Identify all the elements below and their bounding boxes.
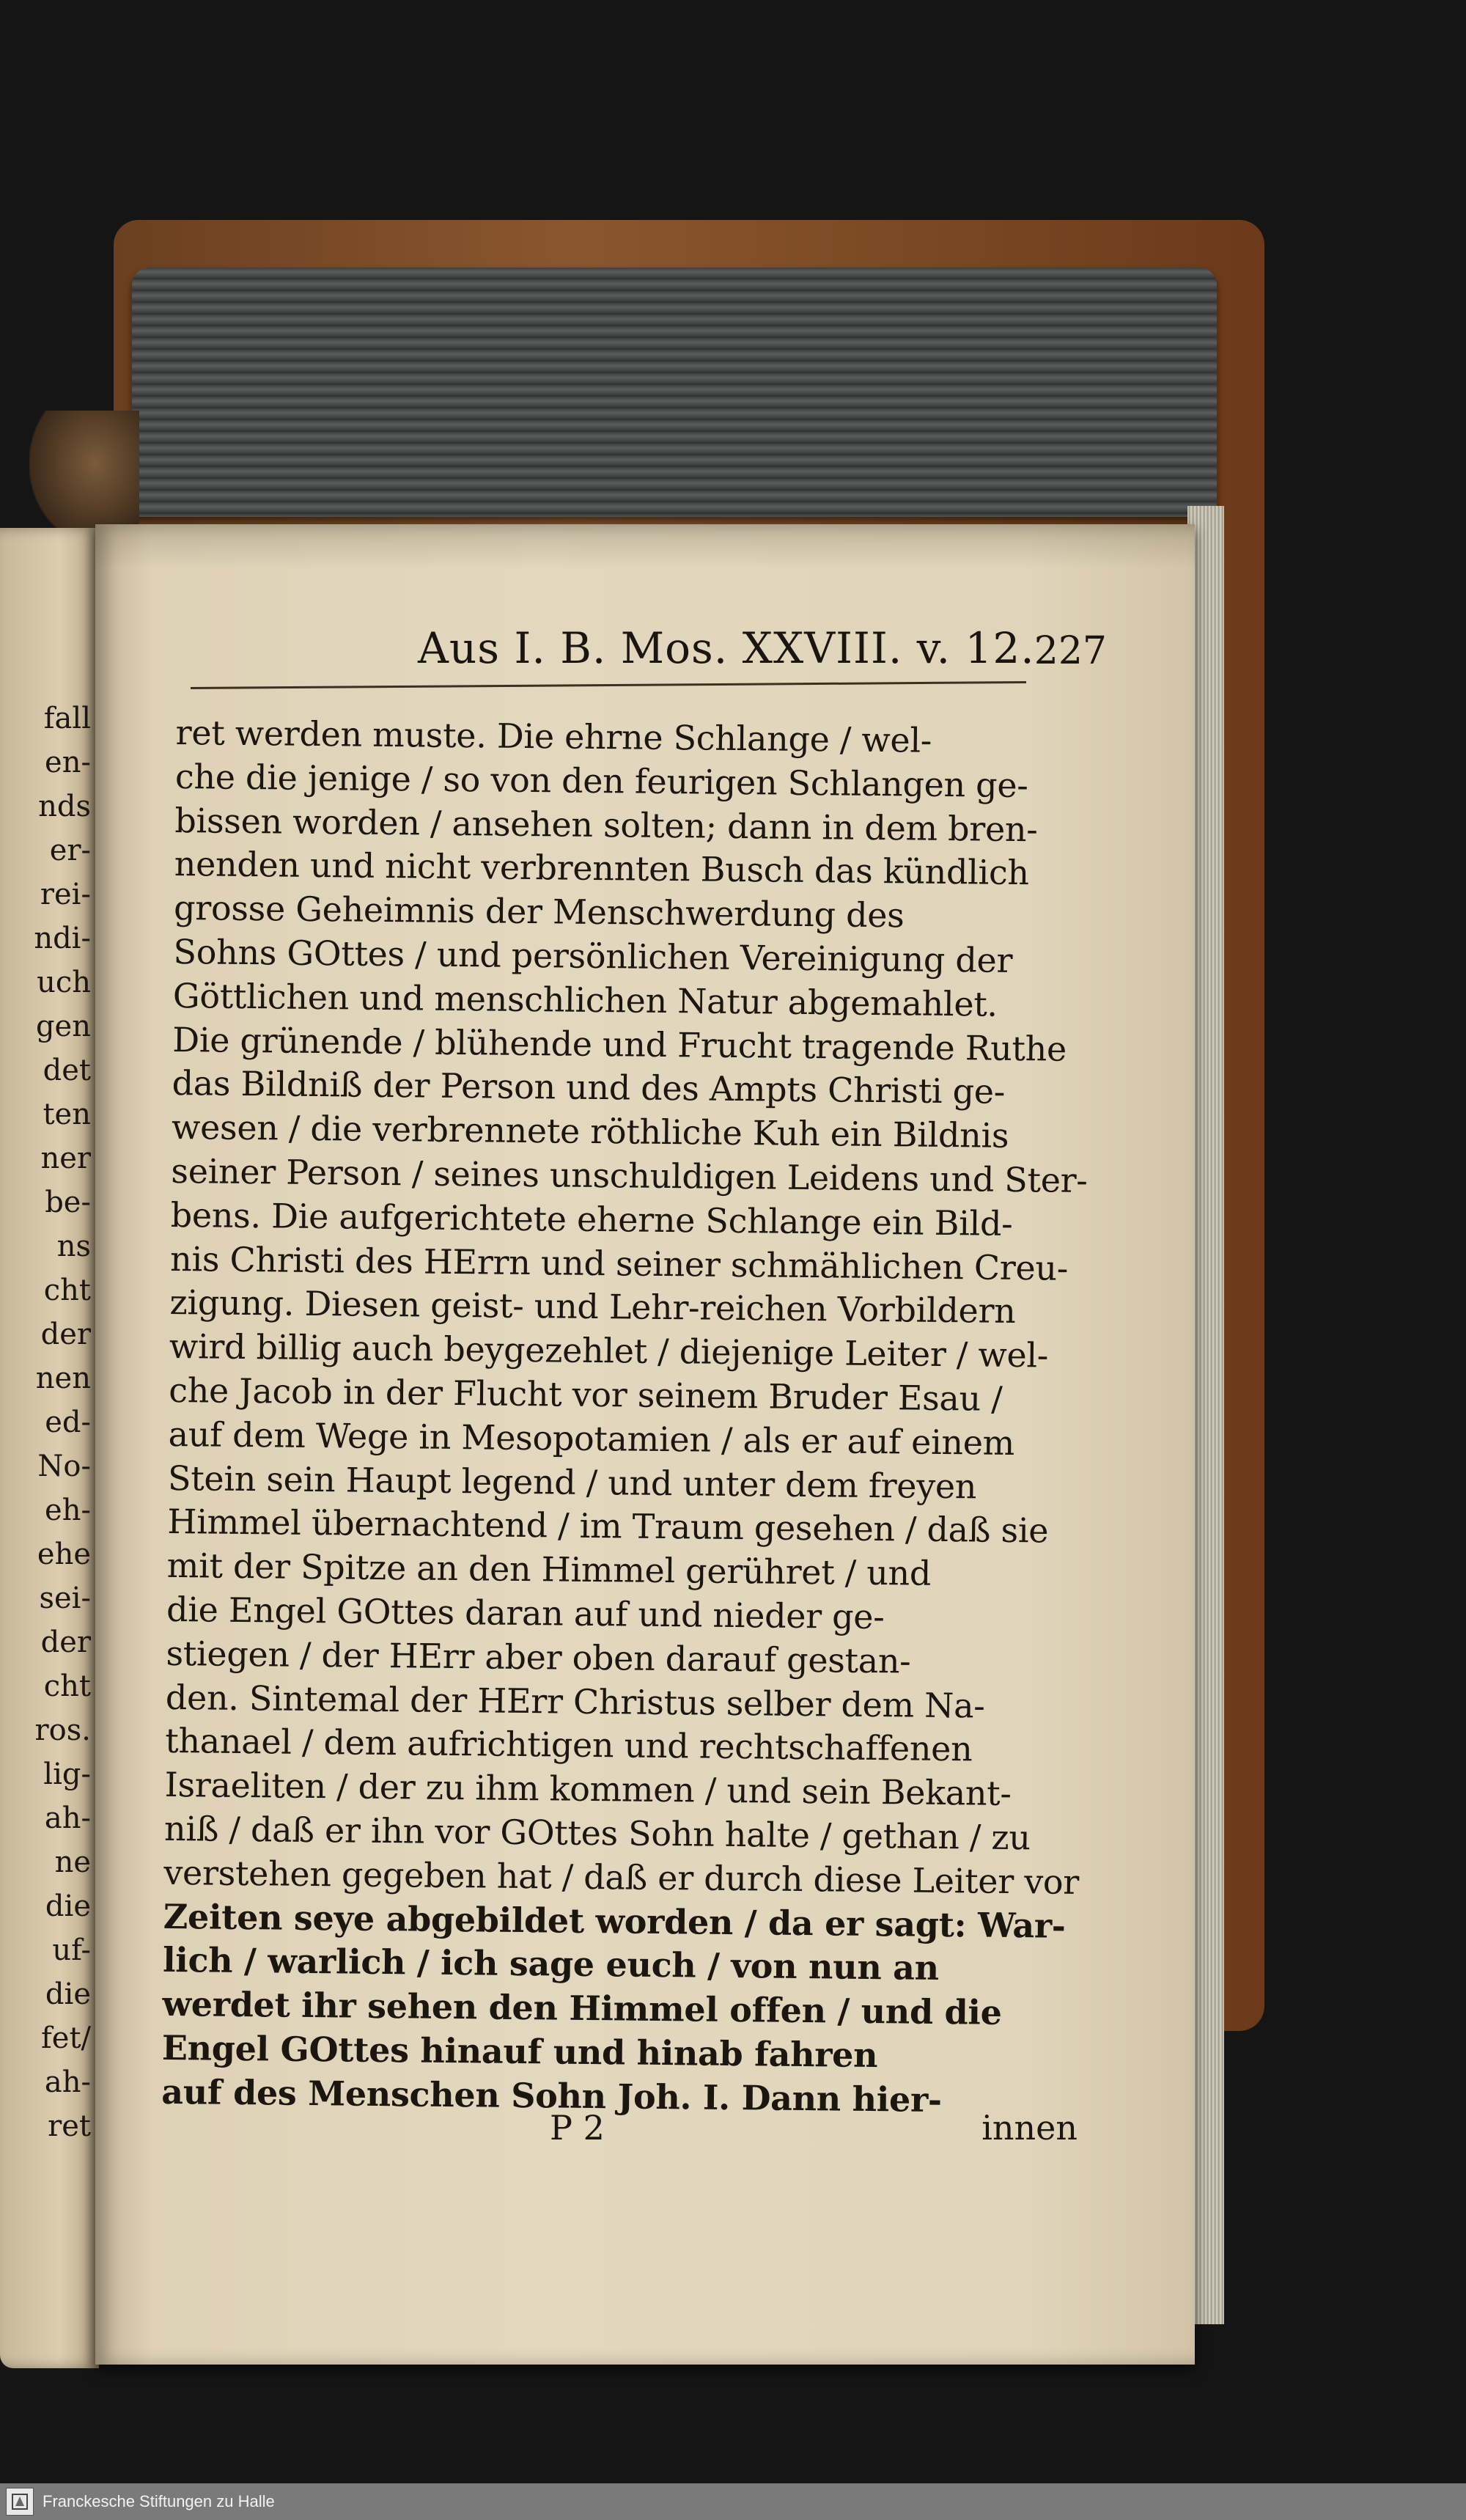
text-line: Zeiten seye abgebildet worden / da er sagt: War- [163,1896,1066,1946]
left-page-line: nen [35,1362,91,1395]
text-line: nenden und nicht verbrennten Busch das kündlich [174,844,1030,893]
left-page-line: der [40,1625,91,1659]
left-page-line: ndi- [34,922,91,955]
text-line: bens. Die aufgerichtete eherne Schlange ein Bild- [170,1194,1013,1244]
left-page-line: ten [43,1098,91,1131]
text-line: werdet ihr sehen den Himmel offen / und die [162,1984,1002,2033]
text-line: stiegen / der HErr aber oben darauf gestan- [166,1633,911,1681]
signature-mark: P 2 [550,2108,605,2148]
running-head-title: Aus I. B. Mos. XXVIII. v. 12. [418,623,1035,673]
left-page-line: uch [37,966,91,999]
text-line: che die jenige / so von den feurigen Schlangen ge- [174,756,1028,805]
text-line: die Engel GOttes daran auf und nieder ge- [166,1589,885,1637]
left-page-text [0,697,95,2148]
text-line: lich / warlich / ich sage euch / von nun an [162,1940,940,1988]
text-line: Himmel übernachtend / im Traum gesehen / daß sie [167,1502,1049,1551]
text-line: wesen / die verbrennete röthliche Kuh ein Bildnis [171,1107,1009,1156]
text-line: Israeliten / der zu ihm kommen / und sein Bekant- [164,1765,1012,1814]
left-page-line: det [43,1054,91,1087]
left-page-line: eh- [45,1494,91,1527]
left-page-line: sei- [39,1582,91,1615]
text-line: auf dem Wege in Mesopotamien / als er auf einem [168,1414,1015,1463]
left-page-line: fet/ [40,2021,91,2055]
left-page-line: die [45,1889,91,1923]
catchword: innen [981,2108,1078,2148]
institution-name: Franckesche Stiftungen zu Halle [43,2492,275,2510]
left-page-line: No- [37,1450,91,1483]
page-edges-top [132,268,1217,517]
left-page-line: ah- [44,2065,91,2099]
text-line: auf des Menschen Sohn Joh. I. Dann hier- [161,2071,943,2120]
text-line: das Bildniß der Person und des Ampts Christi ge- [172,1063,1006,1112]
text-line: Die grünende / blühende und Frucht tragende Ruthe [172,1019,1067,1069]
page-footer [550,2108,1078,2159]
left-page-line: lig- [43,1757,91,1791]
text-line: niß / daß er ihn vor GOttes Sohn halte / gethan / zu [163,1808,1031,1858]
head-rule [191,681,1026,689]
left-page-line: rei- [40,878,91,911]
text-line: Sohns GOttes / und persönlichen Vereinigung der [173,931,1013,980]
left-page-line: gen [35,1010,91,1043]
spine-fold [29,411,139,543]
right-page [95,524,1195,2365]
left-page-line: ehe [37,1538,91,1571]
left-page-line: er- [49,834,91,867]
text-line: den. Sintemal der HErr Christus selber dem Na- [165,1677,985,1726]
running-head [315,623,1107,682]
left-page-line: ros. [34,1713,91,1747]
text-line: zigung. Diesen geist- und Lehr-reichen Vorbildern [169,1282,1016,1331]
text-line: mit der Spitze an den Himmel gerühret / und [166,1546,932,1593]
left-page-line: ne [54,1845,91,1879]
left-page-line: be- [45,1186,91,1219]
text-line: verstehen gegeben hat / daß er durch diese Leiter vor [163,1852,1080,1902]
left-page-line: ret [48,2109,91,2143]
text-line: Göttlichen und menschlichen Natur abgemahlet. [172,975,998,1024]
left-page-line: cht [43,1669,91,1703]
left-page-line: uf- [52,1933,91,1967]
left-page-line: die [45,1977,91,2011]
text-line: grosse Geheimnis der Menschwerdung des [173,888,905,936]
text-line: che Jacob in der Flucht vor seinem Bruder Esau / [169,1370,1003,1419]
left-page-line: ner [40,1142,91,1175]
left-page-line: der [40,1318,91,1351]
text-line: wird billig auch beygezehlet / diejenige Leiter / wel- [169,1326,1049,1375]
text-line: thanael / dem aufrichtigen und rechtschaffenen [165,1721,973,1769]
left-page-line: fall [43,702,91,735]
left-page-line: en- [45,746,91,779]
text-line: nis Christi des HErrn und seiner schmählichen Creu- [169,1238,1069,1288]
text-line: bissen worden / ansehen solten; dann in dem bren- [174,800,1038,849]
left-page-line: cht [43,1274,91,1307]
text-line: seiner Person / seines unschuldigen Leidens und Ster- [171,1150,1088,1201]
text-line: Engel GOttes hinauf und hinab fahren [161,2027,878,2076]
text-line: ret werden muste. Die ehrne Schlange / wel- [175,712,932,760]
body-text [161,711,1092,2123]
left-page [0,528,99,2368]
left-page-line: nds [38,790,91,823]
left-page-line: ah- [44,1801,91,1835]
institution-bar [0,2483,1466,2520]
text-line: Stein sein Haupt legend / und unter dem freyen [167,1458,977,1507]
left-page-line: ns [56,1230,91,1263]
page-number: 227 [1034,629,1107,673]
institution-logo-icon [6,2488,34,2516]
left-page-line: ed- [45,1406,91,1439]
